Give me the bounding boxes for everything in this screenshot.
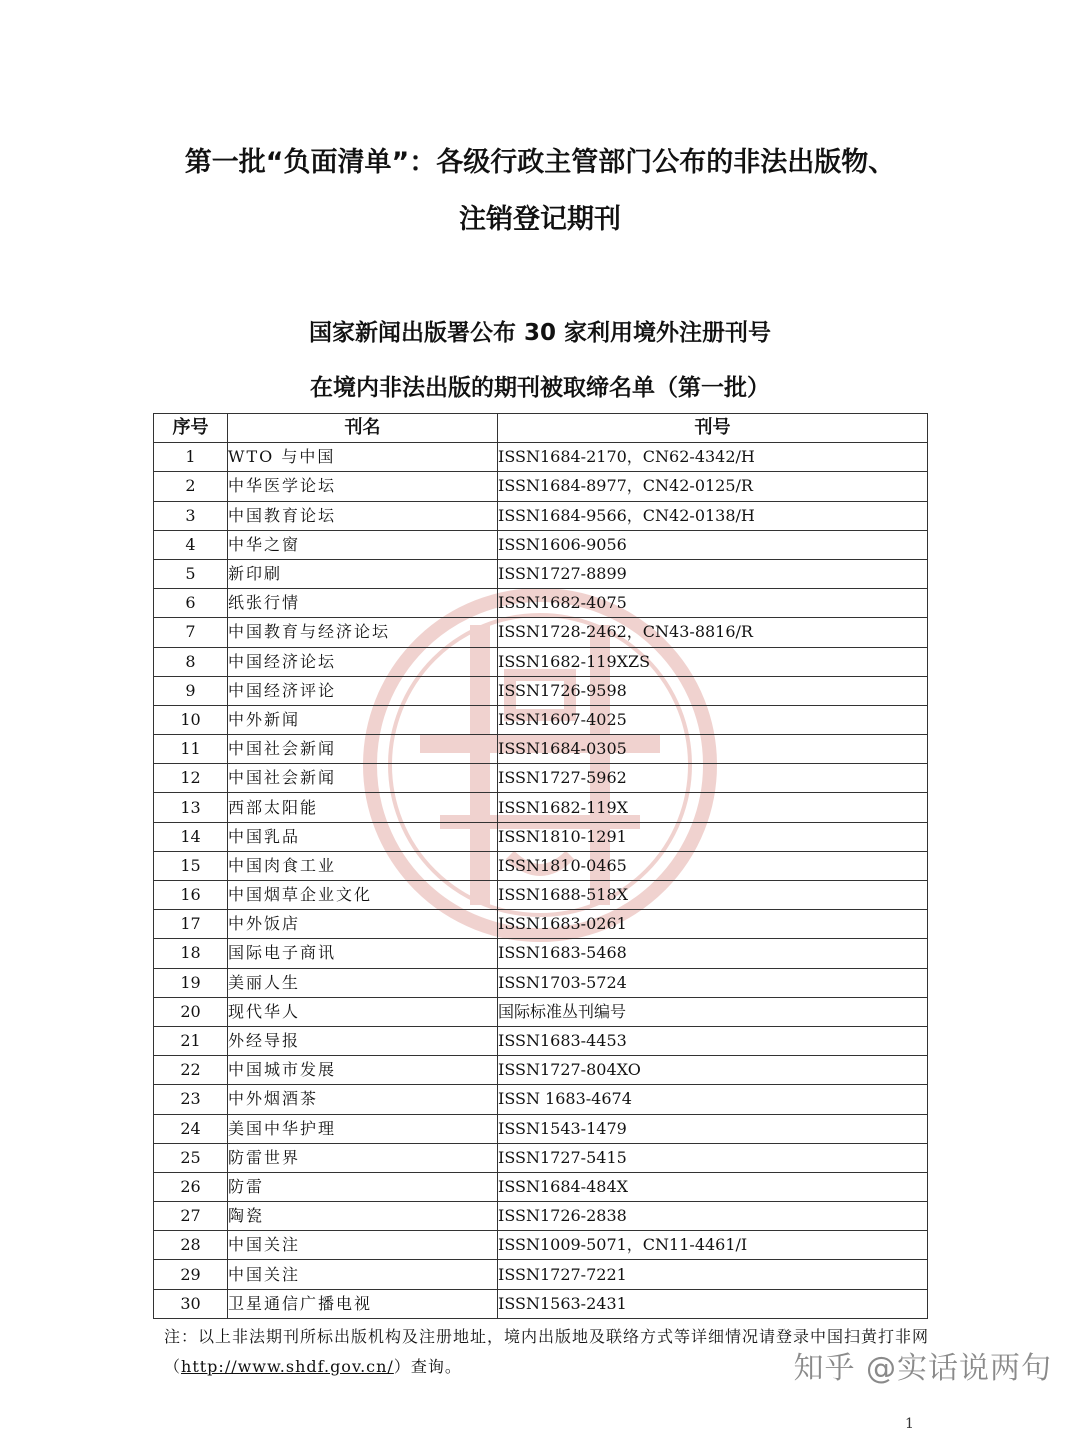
table-row (154, 1056, 928, 1085)
table-row (154, 735, 928, 764)
page-number: 1 (905, 1416, 914, 1432)
row-index: 6 (154, 589, 228, 618)
row-journal-number: ISSN1727-7221 (498, 1260, 928, 1289)
row-journal-number: ISSN 1683-4674 (498, 1085, 928, 1114)
footnote-text-end: ）查询。 (393, 1357, 462, 1376)
row-journal-number: ISSN1727-804XO (498, 1056, 928, 1085)
row-journal-name: 国际电子商讯 (228, 939, 498, 968)
table-row (154, 501, 928, 530)
row-journal-name: 中国教育论坛 (228, 501, 498, 530)
row-journal-name: 陶瓷 (228, 1202, 498, 1231)
row-journal-name: 中国关注 (228, 1260, 498, 1289)
row-journal-number: ISSN1543-1479 (498, 1114, 928, 1143)
row-index: 18 (154, 939, 228, 968)
row-journal-number: ISSN1684-8977，CN42-0125/R (498, 472, 928, 501)
row-journal-number: ISSN1606-9056 (498, 530, 928, 559)
shdf-link[interactable]: http://www.shdf.gov.cn/ (181, 1357, 394, 1376)
table-row (154, 764, 928, 793)
row-journal-number: ISSN1683-4453 (498, 1026, 928, 1055)
row-journal-name: 中国乳品 (228, 822, 498, 851)
row-journal-name: 防雷 (228, 1172, 498, 1201)
table-row (154, 443, 928, 472)
row-journal-name: 西部太阳能 (228, 793, 498, 822)
row-index: 17 (154, 910, 228, 939)
row-index: 13 (154, 793, 228, 822)
row-journal-name: 中华之窗 (228, 530, 498, 559)
footnote-text: 注：以上非法期刊所标出版机构及注册地址，境内出版地及联络方式等详细情况请登录中国扫黄打非网（ (164, 1327, 930, 1376)
row-journal-name: 中国城市发展 (228, 1056, 498, 1085)
row-journal-number: ISSN1726-9598 (498, 676, 928, 705)
table-row (154, 881, 928, 910)
row-index: 2 (154, 472, 228, 501)
row-journal-number: ISSN1682-4075 (498, 589, 928, 618)
row-index: 7 (154, 618, 228, 647)
row-index: 15 (154, 851, 228, 880)
row-journal-name: 卫星通信广播电视 (228, 1289, 498, 1318)
table-row (154, 647, 928, 676)
row-journal-name: 现代华人 (228, 997, 498, 1026)
row-index: 23 (154, 1085, 228, 1114)
row-journal-number: ISSN1688-518X (498, 881, 928, 910)
row-journal-name: 中外饭店 (228, 910, 498, 939)
table-row (154, 618, 928, 647)
row-journal-name: 新印刷 (228, 559, 498, 588)
row-index: 16 (154, 881, 228, 910)
row-journal-name: 中国经济论坛 (228, 647, 498, 676)
zhihu-watermark: 知乎 @实话说两句 (793, 1351, 1052, 1386)
row-journal-number: ISSN1683-0261 (498, 910, 928, 939)
row-journal-name: 中国社会新闻 (228, 764, 498, 793)
row-index: 24 (154, 1114, 228, 1143)
row-journal-name: 外经导报 (228, 1026, 498, 1055)
row-journal-number: ISSN1563-2431 (498, 1289, 928, 1318)
row-index: 1 (154, 443, 228, 472)
sub-title-line2: 在境内非法出版的期刊被取缔名单（第一批） (310, 375, 770, 401)
row-index: 22 (154, 1056, 228, 1085)
table-row (154, 1114, 928, 1143)
table-row (154, 1085, 928, 1114)
table-row (154, 910, 928, 939)
table-row (154, 589, 928, 618)
row-journal-number: 国际标准丛刊编号 (498, 997, 928, 1026)
row-journal-name: 中国烟草企业文化 (228, 881, 498, 910)
row-index: 4 (154, 530, 228, 559)
header-index: 序号 (154, 414, 228, 443)
row-index: 14 (154, 822, 228, 851)
header-journal-number: 刊号 (498, 414, 928, 443)
row-journal-name: 中国关注 (228, 1231, 498, 1260)
table-row (154, 1260, 928, 1289)
row-journal-name: WTO 与中国 (228, 443, 498, 472)
row-journal-name: 中国教育与经济论坛 (228, 618, 498, 647)
table-row (154, 997, 928, 1026)
table-row (154, 472, 928, 501)
row-index: 21 (154, 1026, 228, 1055)
table-row (154, 1231, 928, 1260)
row-journal-number: ISSN1728-2462，CN43-8816/R (498, 618, 928, 647)
row-journal-number: ISSN1810-0465 (498, 851, 928, 880)
table-body (154, 443, 928, 1319)
row-index: 5 (154, 559, 228, 588)
row-journal-name: 中华医学论坛 (228, 472, 498, 501)
row-journal-number: ISSN1684-9566，CN42-0138/H (498, 501, 928, 530)
table-row (154, 939, 928, 968)
row-journal-name: 中国肉食工业 (228, 851, 498, 880)
row-journal-number: ISSN1727-5415 (498, 1143, 928, 1172)
table-header-row (154, 414, 928, 443)
table-row (154, 1202, 928, 1231)
row-journal-name: 防雷世界 (228, 1143, 498, 1172)
row-index: 29 (154, 1260, 228, 1289)
row-journal-name: 中国经济评论 (228, 676, 498, 705)
row-journal-number: ISSN1683-5468 (498, 939, 928, 968)
row-journal-number: ISSN1726-2838 (498, 1202, 928, 1231)
row-journal-number: ISSN1607-4025 (498, 705, 928, 734)
row-index: 9 (154, 676, 228, 705)
table-row (154, 530, 928, 559)
row-index: 11 (154, 735, 228, 764)
row-journal-name: 中国社会新闻 (228, 735, 498, 764)
row-journal-name: 中外新闻 (228, 705, 498, 734)
row-index: 12 (154, 764, 228, 793)
row-journal-name: 纸张行情 (228, 589, 498, 618)
row-index: 26 (154, 1172, 228, 1201)
row-index: 20 (154, 997, 228, 1026)
row-journal-number: ISSN1684-0305 (498, 735, 928, 764)
illegal-journals-table (153, 413, 928, 1319)
row-journal-number: ISSN1727-5962 (498, 764, 928, 793)
table-row (154, 1289, 928, 1318)
row-journal-number: ISSN1684-2170，CN62-4342/H (498, 443, 928, 472)
table-row (154, 822, 928, 851)
table-row (154, 1143, 928, 1172)
table-row (154, 705, 928, 734)
row-journal-number: ISSN1810-1291 (498, 822, 928, 851)
row-journal-name: 中外烟酒茶 (228, 1085, 498, 1114)
row-index: 27 (154, 1202, 228, 1231)
row-journal-name: 美丽人生 (228, 968, 498, 997)
row-journal-number: ISSN1682-119X (498, 793, 928, 822)
table-row (154, 1026, 928, 1055)
row-index: 30 (154, 1289, 228, 1318)
table-row (154, 851, 928, 880)
row-index: 3 (154, 501, 228, 530)
row-index: 19 (154, 968, 228, 997)
row-index: 10 (154, 705, 228, 734)
row-journal-number: ISSN1682-119XZS (498, 647, 928, 676)
table-row (154, 968, 928, 997)
row-journal-number: ISSN1684-484X (498, 1172, 928, 1201)
header-journal-name: 刊名 (228, 414, 498, 443)
row-index: 25 (154, 1143, 228, 1172)
main-title-line2: 注销登记期刊 (459, 204, 621, 235)
sub-title-line1: 国家新闻出版署公布 30 家利用境外注册刊号 (308, 320, 772, 346)
table-row (154, 1172, 928, 1201)
row-index: 28 (154, 1231, 228, 1260)
row-journal-number: ISSN1009-5071，CN11-4461/I (498, 1231, 928, 1260)
row-index: 8 (154, 647, 228, 676)
row-journal-number: ISSN1703-5724 (498, 968, 928, 997)
table-row (154, 793, 928, 822)
row-journal-number: ISSN1727-8899 (498, 559, 928, 588)
table-row (154, 559, 928, 588)
table-row (154, 676, 928, 705)
main-title-line1: 第一批“负面清单”：各级行政主管部门公布的非法出版物、 (184, 147, 896, 178)
row-journal-name: 美国中华护理 (228, 1114, 498, 1143)
